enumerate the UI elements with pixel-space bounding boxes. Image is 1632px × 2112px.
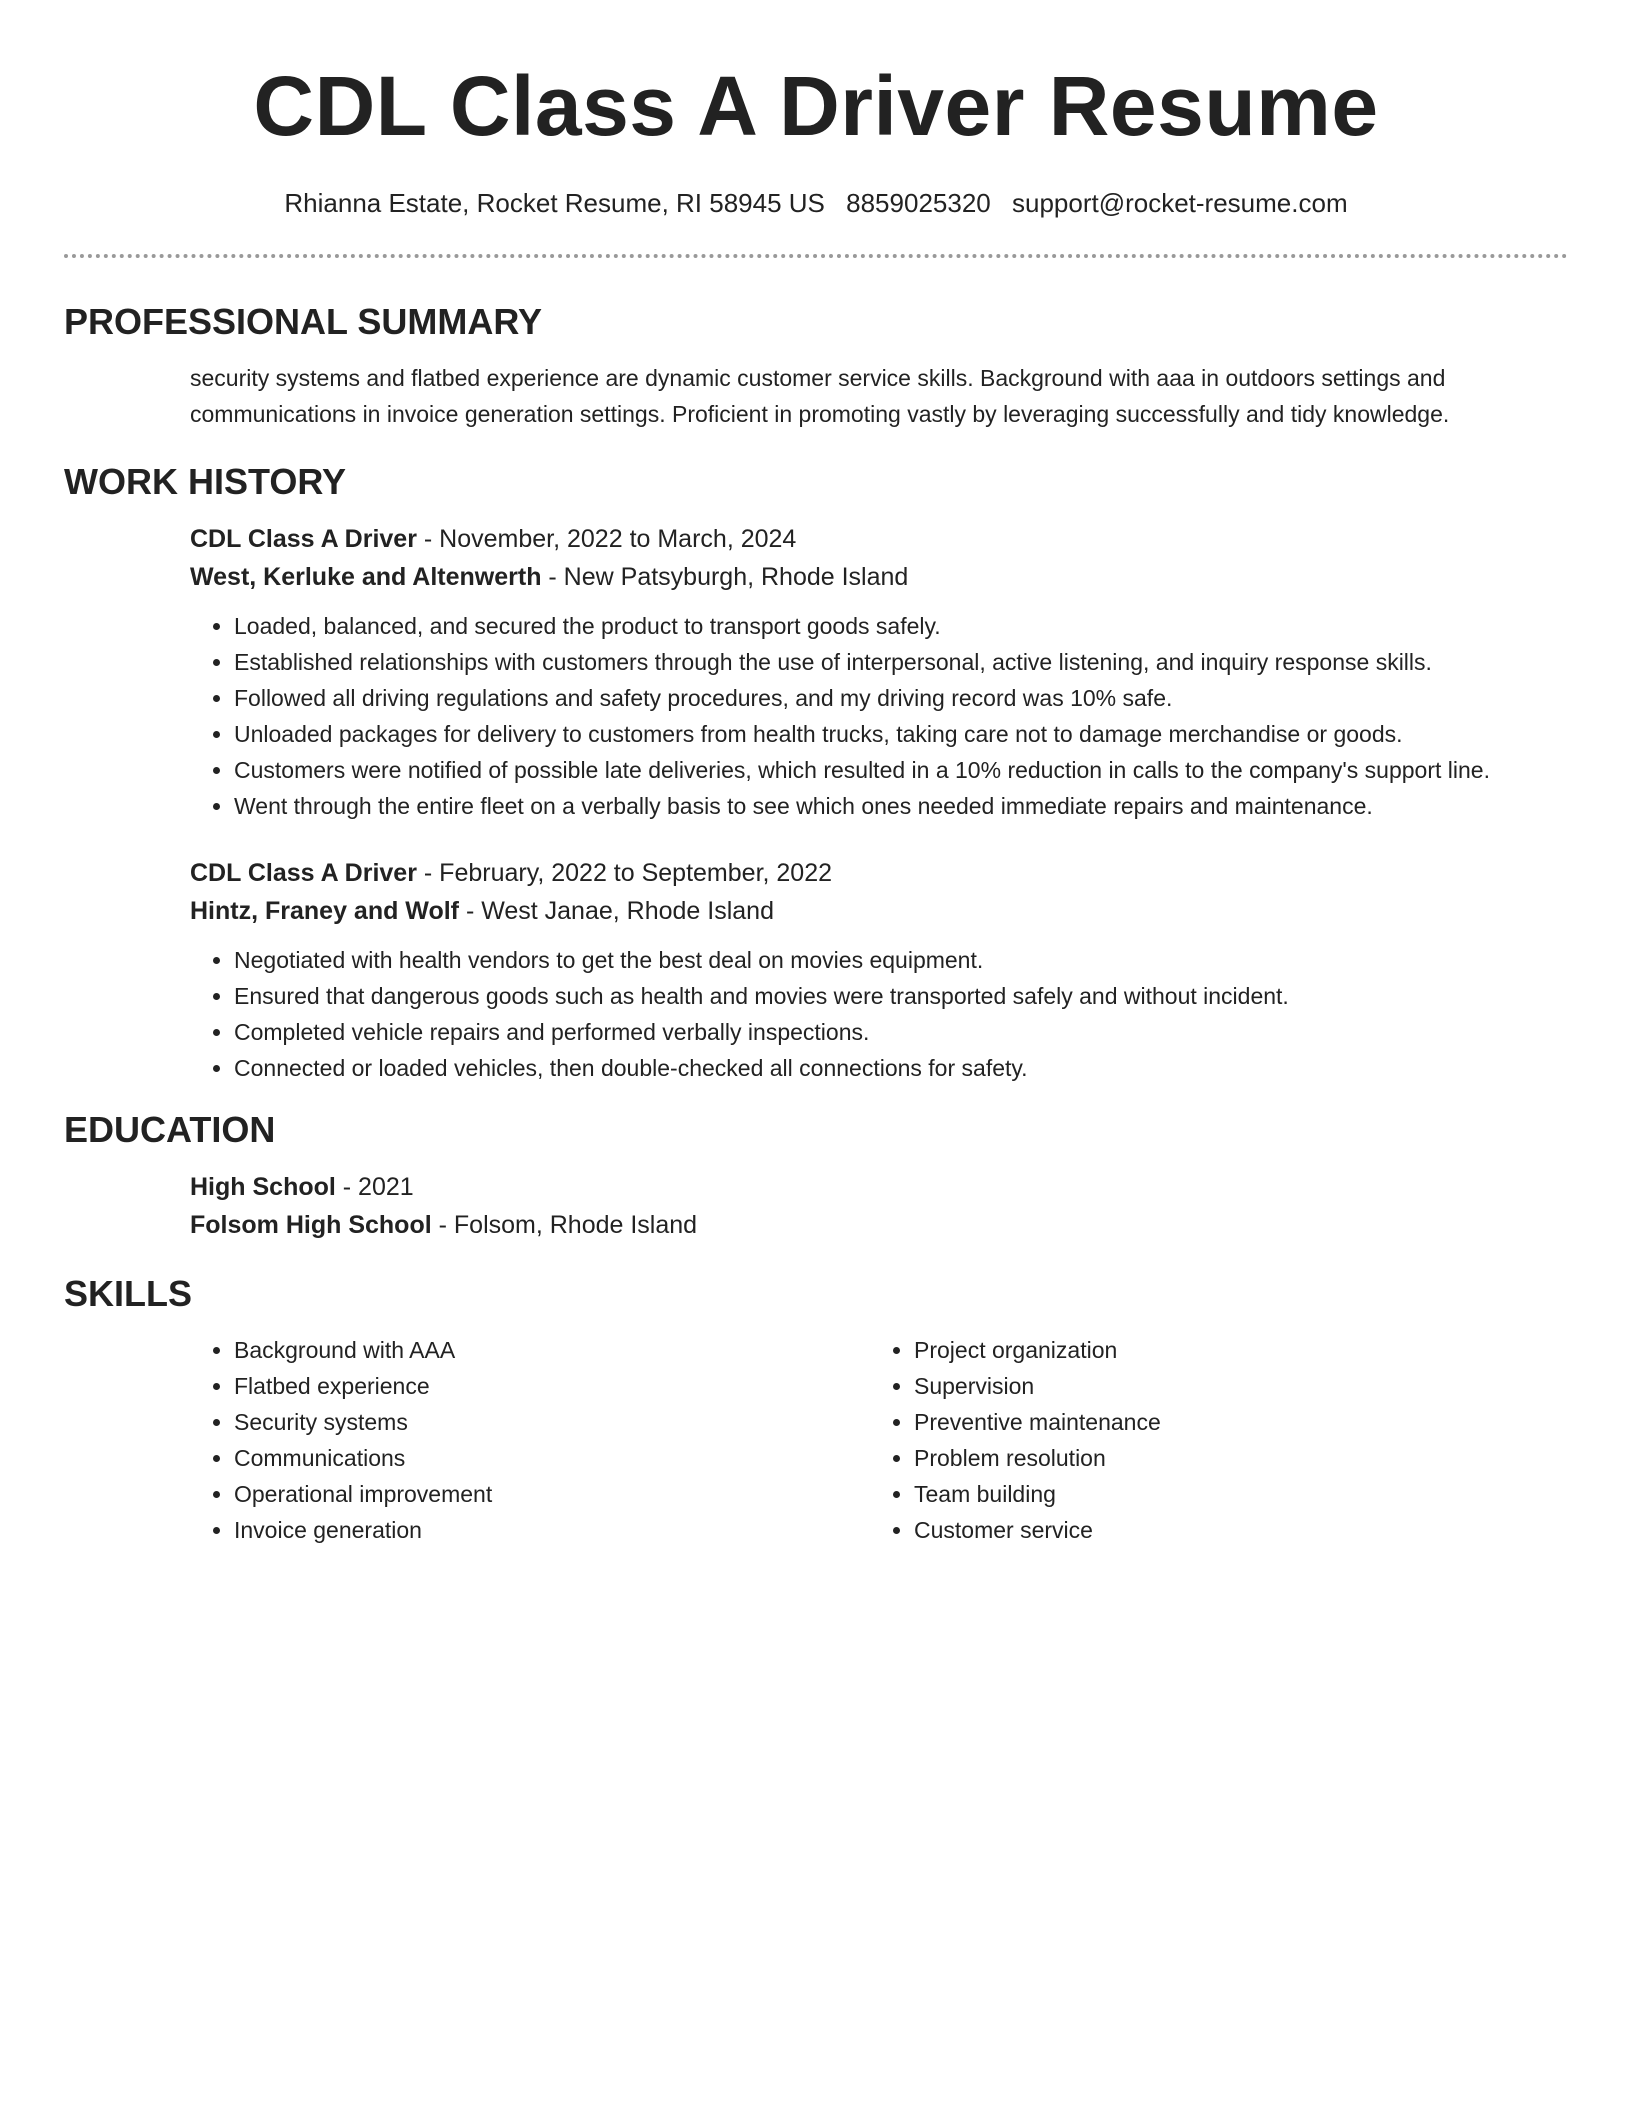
skills-heading: SKILLS bbox=[64, 1273, 193, 1314]
skill-item: • Flatbed experience bbox=[234, 1368, 870, 1404]
education-school: Folsom High School bbox=[190, 1211, 432, 1239]
job-company-line bbox=[190, 558, 1568, 596]
job-company: Hintz, Franey and Wolf bbox=[190, 897, 459, 925]
skill-item: • Project organization bbox=[914, 1332, 1550, 1368]
job-duty: • Followed all driving regulations and safety procedures, and my driving record was 10% safe. bbox=[234, 680, 1568, 716]
education-section bbox=[64, 1110, 1568, 1244]
skill-item: • Supervision bbox=[914, 1368, 1550, 1404]
summary-heading: PROFESSIONAL SUMMARY bbox=[64, 301, 543, 342]
skill-item: • Background with AAA bbox=[234, 1332, 870, 1368]
header-divider bbox=[64, 254, 1568, 258]
job-title: CDL Class A Driver bbox=[190, 859, 417, 887]
skills-section bbox=[64, 1274, 1568, 1548]
skill-item: • Communications bbox=[234, 1440, 870, 1476]
skill-item: • Invoice generation bbox=[234, 1512, 870, 1548]
job-duty: • Negotiated with health vendors to get the best deal on movies equipment. bbox=[234, 942, 1568, 978]
skill-item: • Team building bbox=[914, 1476, 1550, 1512]
job-title-line bbox=[190, 520, 1568, 558]
skill-item: • Operational improvement bbox=[234, 1476, 870, 1512]
job-duty: • Loaded, balanced, and secured the product to transport goods safely. bbox=[234, 608, 1568, 644]
education-year: - 2021 bbox=[335, 1173, 414, 1201]
skill-item: • Preventive maintenance bbox=[914, 1404, 1550, 1440]
job-title-line bbox=[190, 854, 1568, 892]
skills-list-right bbox=[870, 1332, 1550, 1548]
education-degree: High School bbox=[190, 1173, 336, 1201]
job-dates: - November, 2022 to March, 2024 bbox=[416, 525, 797, 553]
job-duty: • Went through the entire fleet on a verbally basis to see which ones needed immediate repairs and maintenance. bbox=[234, 788, 1568, 824]
resume-header bbox=[64, 0, 1568, 258]
job-location: - New Patsyburgh, Rhode Island bbox=[541, 563, 909, 591]
job-duty: • Customers were notified of possible late deliveries, which resulted in a 10% reduction in calls to the company's support line. bbox=[234, 752, 1568, 788]
job-entry bbox=[190, 854, 1568, 1086]
summary-section bbox=[64, 302, 1568, 432]
skill-item: • Security systems bbox=[234, 1404, 870, 1440]
skills-column-left bbox=[190, 1332, 870, 1548]
job-title: CDL Class A Driver bbox=[190, 525, 417, 553]
job-dates: - February, 2022 to September, 2022 bbox=[416, 859, 833, 887]
skills-column-right bbox=[870, 1332, 1550, 1548]
job-duties-list bbox=[190, 608, 1568, 824]
work-history-section bbox=[64, 462, 1568, 1086]
work-history-heading: WORK HISTORY bbox=[64, 461, 347, 502]
resume-title: CDL Class A Driver Resume bbox=[253, 59, 1379, 153]
skills-grid bbox=[64, 1332, 1568, 1548]
job-duty: • Completed vehicle repairs and performed verbally inspections. bbox=[234, 1014, 1568, 1050]
job-duty: • Established relationships with customers through the use of interpersonal, active listening, and inquiry response skills. bbox=[234, 644, 1568, 680]
job-entry bbox=[190, 520, 1568, 824]
education-heading: EDUCATION bbox=[64, 1109, 276, 1150]
skill-item: • Problem resolution bbox=[914, 1440, 1550, 1476]
contact-line bbox=[64, 186, 1568, 220]
job-duty: • Unloaded packages for delivery to customers from health trucks, taking care not to damage merchandise or goods. bbox=[234, 716, 1568, 752]
job-location: - West Janae, Rhode Island bbox=[459, 897, 774, 925]
skill-item: • Customer service bbox=[914, 1512, 1550, 1548]
job-company-line bbox=[190, 892, 1568, 930]
job-duty: • Ensured that dangerous goods such as health and movies were transported safely and without incident. bbox=[234, 978, 1568, 1014]
job-company: West, Kerluke and Altenwerth bbox=[190, 563, 542, 591]
contact-phone: 8859025320 bbox=[846, 188, 991, 218]
job-duties-list bbox=[190, 942, 1568, 1086]
contact-email: support@rocket-resume.com bbox=[1011, 188, 1348, 218]
work-history-body bbox=[64, 520, 1568, 1086]
education-school-line bbox=[190, 1206, 1568, 1244]
education-location: - Folsom, Rhode Island bbox=[431, 1211, 698, 1239]
education-body bbox=[64, 1168, 1568, 1244]
summary-body bbox=[64, 360, 1568, 432]
skills-list-left bbox=[190, 1332, 870, 1548]
job-duty: • Connected or loaded vehicles, then double-checked all connections for safety. bbox=[234, 1050, 1568, 1086]
summary-text: security systems and flatbed experience are dynamic customer service skills. Background with aaa in outdoors settings and communications in invoice generation settings. Proficient in promoting vastly by leveraging successfully and tidy knowledge. bbox=[190, 365, 1450, 427]
contact-address: Rhianna Estate, Rocket Resume, RI 58945 US bbox=[284, 188, 825, 218]
education-degree-line bbox=[190, 1168, 1568, 1206]
